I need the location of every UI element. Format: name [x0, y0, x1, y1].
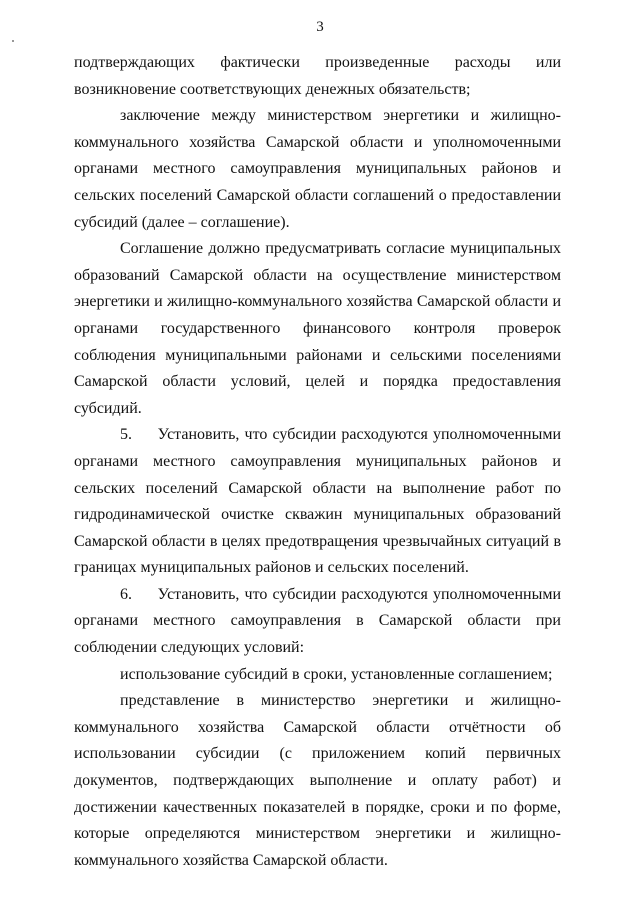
paragraph-condition-usage: использование субсидий в сроки, установленные соглашением;: [120, 665, 553, 683]
paragraph-item-6: 6. Установить, что субсидии расходуются уполномоченными органами местного самоуправления в Самарской области при соблюдении следующих условий:: [74, 585, 561, 657]
document-body: [74, 50, 561, 874]
paragraph-condition-reporting: представление в министерство энергетики и жилищно-коммунального хозяйства Самарской области отчётности об использовании субсидии (с приложением копий первичных документов, подтверждающих выполнение и оплату работ) и достижении качественных показателей в порядке, сроки и по форме, которые определяются министерством энергетики и жилищно-коммунального хозяйства Самарской области.: [74, 692, 561, 869]
scan-speck: [12, 40, 14, 42]
paragraph-agreement-consent: Соглашение должно предусматривать согласие муниципальных образований Самарской области на осуществление министерством энергетики и жилищно-коммунального хозяйства Самарской области и органами государственного финансового контроля проверок соблюдения муниципальными районами и сельскими поселениями Самарской области условий, целей и порядка предоставления субсидий.: [74, 240, 561, 417]
paragraph-item-5: 5. Установить, что субсидии расходуются уполномоченными органами местного самоуправления муниципальных районов и сельских поселений Самарской области на выполнение работ по гидродинамической очистке скважин муниципальных образований Самарской области в целях предотвращения чрезвычайных ситуаций в границах муниципальных районов и сельских поселений.: [74, 426, 561, 577]
paragraph-continuation: подтверждающих фактически произведенные расходы или возникновение соответствующих денежных обязательств;: [74, 54, 561, 98]
page-number: 3: [316, 19, 324, 35]
paragraph-agreement-conclusion: заключение между министерством энергетики и жилищно-коммунального хозяйства Самарской области и уполномоченными органами местного самоуправления муниципальных районов и сельских поселений Самарской области соглашений о предоставлении субсидий (далее – соглашение).: [74, 107, 561, 231]
